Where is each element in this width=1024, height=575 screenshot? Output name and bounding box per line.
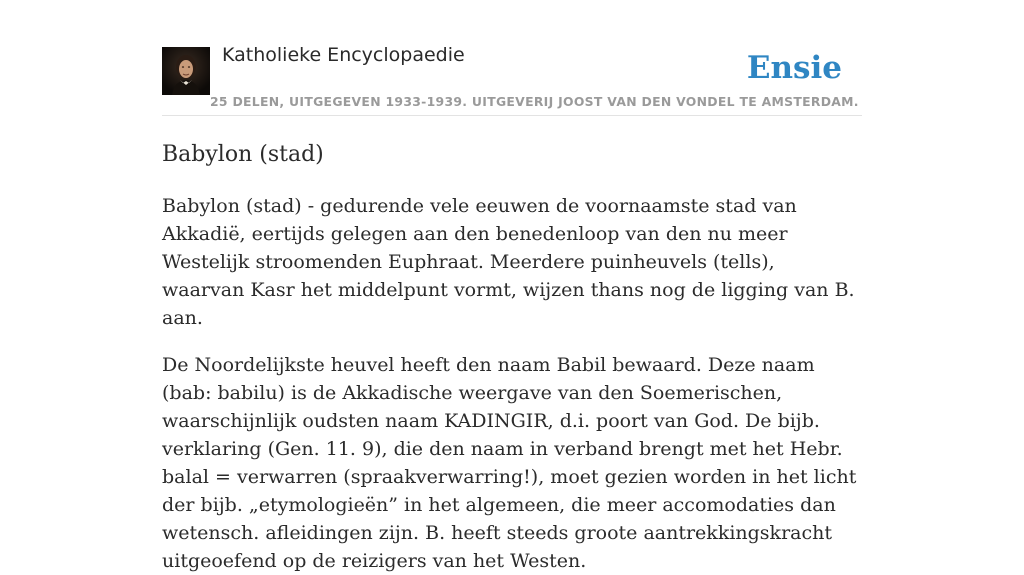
- portrait-icon: [162, 47, 210, 95]
- article-paragraph: Babylon (stad) - gedurende vele eeuwen de voornaamste stad van Akkadië, eertijds gelegen aan den benedenloop van den nu meer Westelijk stroomenden Euphraat. Meerdere puinheuvels (tells), waarvan Kasr het middelpunt vormt, wijzen thans nog de ligging van B. aan.: [162, 195, 855, 329]
- avatar[interactable]: [162, 47, 210, 95]
- article-content: [162, 140, 862, 575]
- article-paragraph: De Noordelijkste heuvel heeft den naam Babil bewaard. Deze naam (bab: babilu) is de Akkadische weergave van den Soemerischen, waarschijnlijk oudsten naam KADINGIR, d.i. poort van God. De bijb. verklaring (Gen. 11. 9), die den naam in verband brengt met het Hebr. balal = verwarren (spraakverwarring!), moet gezien worden in het licht der bijb. „etymologieën” in het algemeen, die meer accomodaties dan wetensch. afleidingen zijn. B. heeft steeds groote aantrekkingskracht uitgeoefend op de reizigers van het Westen.: [162, 354, 857, 572]
- publication-subtitle: 25 DELEN, UITGEGEVEN 1933-1939. UITGEVERIJ JOOST VAN DEN VONDEL TE AMSTERDAM.: [210, 94, 859, 109]
- site-header: [162, 0, 862, 116]
- site-title[interactable]: Katholieke Encyclopaedie: [222, 44, 465, 66]
- article-title: Babylon (stad): [162, 142, 324, 167]
- brand-logo[interactable]: Ensie: [746, 50, 842, 86]
